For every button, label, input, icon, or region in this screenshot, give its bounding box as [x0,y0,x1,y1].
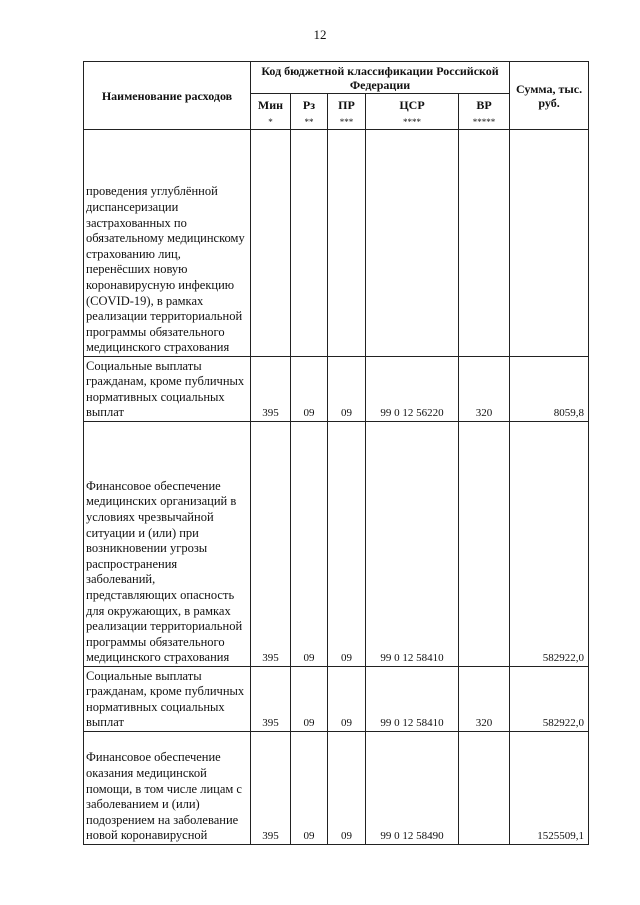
row-rz: 09 [291,667,328,732]
page-number: 12 [313,27,327,42]
row-sum: 582922,0 [510,422,589,667]
budget-table [83,61,589,845]
row-sum: 8059,8 [510,357,589,422]
row-name: Финансовое обеспечение медицинских организаций в условиях чрезвычайной ситуации и (или) при возникновении угрозы распространения заболеваний, представляющих опасность для окружающих, в рамках реализации территориальной программы обязательного медицинского страхования [84,422,251,667]
row-sum: 582922,0 [510,667,589,732]
row-pr [328,130,366,357]
row-pr: 09 [328,357,366,422]
row-csr [366,130,459,357]
row-min: 395 [251,732,291,845]
header-pr: ПР *** [328,94,366,130]
row-rz: 09 [291,732,328,845]
row-vr: 320 [459,667,510,732]
table-row [84,732,589,845]
header-rz: Рз ** [291,94,328,130]
header-name: Наименование расходов [84,62,251,130]
header-code-group: Код бюджетной классификации Российской Федерации [251,62,510,94]
header-vr: ВР ***** [459,94,510,130]
row-csr: 99 0 12 58410 [366,422,459,667]
row-pr: 09 [328,732,366,845]
row-name: Социальные выплаты гражданам, кроме публичных нормативных социальных выплат [84,667,251,732]
row-rz: 09 [291,357,328,422]
row-sum: 1525509,1 [510,732,589,845]
row-vr [459,732,510,845]
row-min: 395 [251,667,291,732]
row-pr: 09 [328,667,366,732]
row-vr [459,130,510,357]
row-min: 395 [251,422,291,667]
row-vr: 320 [459,357,510,422]
row-csr: 99 0 12 58490 [366,732,459,845]
header-csr: ЦСР **** [366,94,459,130]
row-name: Финансовое обеспечение оказания медицинской помощи, в том числе лицам с заболеванием и (или) подозрением на заболевание новой коронавирусной [84,732,251,845]
header-min: Мин * [251,94,291,130]
table-row [84,130,589,357]
table-row [84,422,589,667]
row-pr: 09 [328,422,366,667]
row-csr: 99 0 12 56220 [366,357,459,422]
row-name: проведения углублённой диспансеризации застрахованных по обязательному медицинскому страхованию лиц, перенёсших новую коронавирусную инфекцию (COVID-19), в рамках реализации территориальной программы обязательного медицинского страхования [84,130,251,357]
table-row [84,357,589,422]
table-row [84,667,589,732]
row-rz: 09 [291,422,328,667]
row-csr: 99 0 12 58410 [366,667,459,732]
row-vr [459,422,510,667]
header-sum: Сумма, тыс. руб. [510,62,589,130]
row-name: Социальные выплаты гражданам, кроме публичных нормативных социальных выплат [84,357,251,422]
row-rz [291,130,328,357]
row-sum [510,130,589,357]
row-min [251,130,291,357]
row-min: 395 [251,357,291,422]
